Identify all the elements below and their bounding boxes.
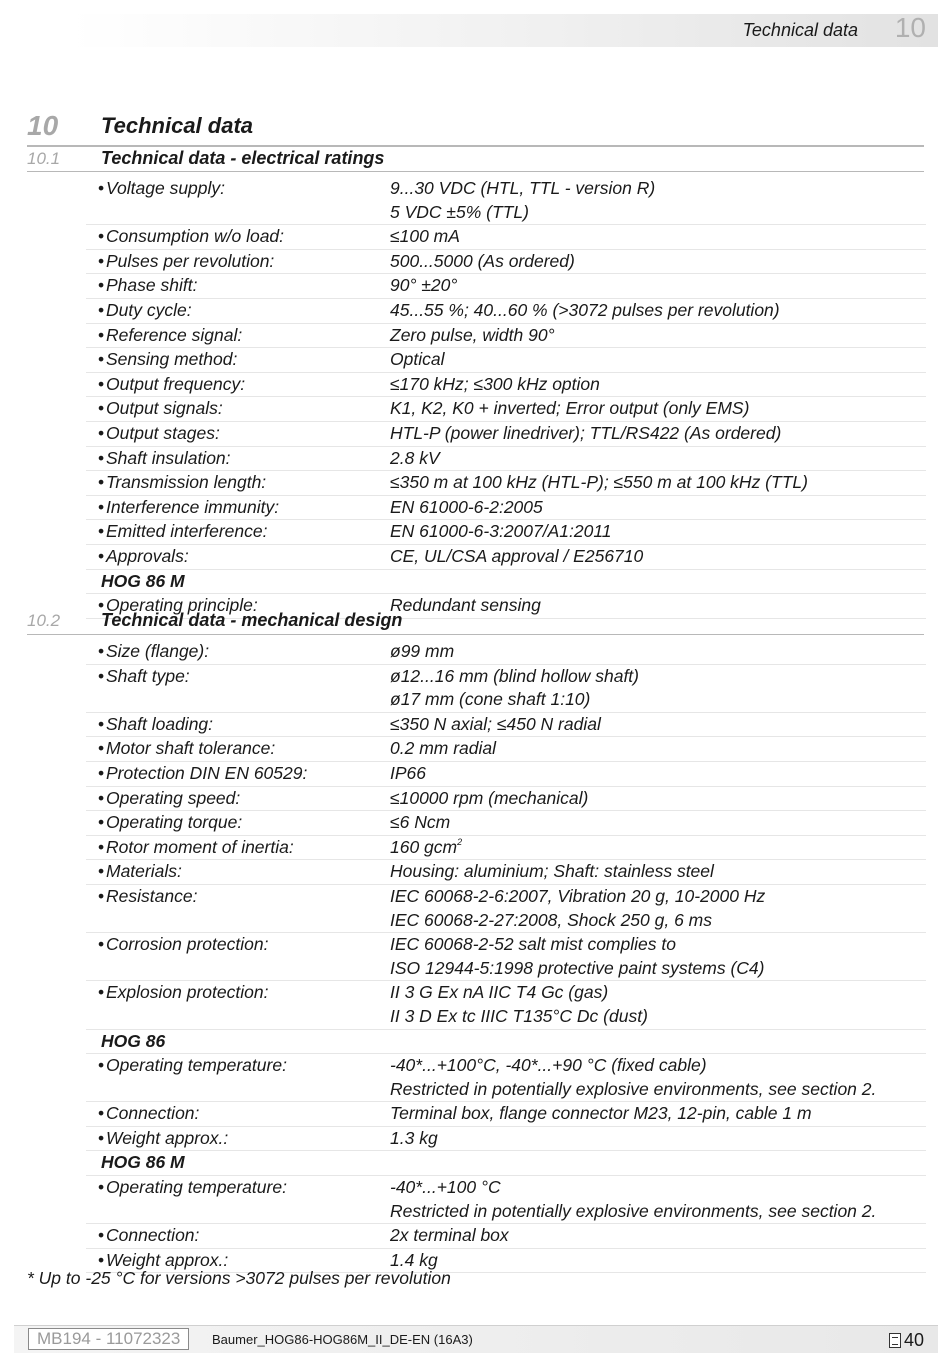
spec-value [390, 1224, 926, 1248]
spec-row [86, 1176, 926, 1224]
spec-label-text: Protection DIN EN 60529: [106, 762, 308, 783]
spec-value-text: II 3 G Ex nA IIC T4 Gc (gas) [390, 982, 609, 1003]
spec-value [390, 909, 926, 933]
spec-label [86, 1054, 386, 1078]
spec-value [390, 520, 926, 544]
spec-value [390, 762, 926, 786]
spec-label [86, 1224, 386, 1248]
spec-label-text: Shaft type: [106, 665, 190, 686]
spec-value-text: ≤350 N axial; ≤450 N radial [390, 713, 601, 734]
spec-value [390, 177, 926, 201]
spec-value-text: Housing: aluminium; Shaft: stainless steel [390, 861, 714, 882]
spec-value [390, 1054, 926, 1078]
spec-row [86, 545, 926, 570]
spec-label-text: Approvals: [106, 545, 189, 566]
spec-values [390, 933, 926, 980]
section-divider [27, 171, 924, 172]
spec-value [390, 1200, 926, 1224]
bullet-icon: • [98, 738, 105, 759]
spec-values [390, 640, 926, 664]
spec-label-text: Duty cycle: [106, 299, 192, 320]
spec-value [390, 274, 926, 298]
spec-label-text: Voltage supply: [106, 178, 226, 198]
spec-value [390, 397, 926, 421]
spec-label [86, 496, 386, 520]
spec-values [390, 787, 926, 811]
spec-row [86, 836, 926, 861]
spec-values [390, 225, 926, 249]
spec-label [86, 836, 386, 860]
spec-value [390, 787, 926, 811]
spec-row [86, 373, 926, 398]
spec-row [86, 933, 926, 981]
bullet-icon: • [98, 496, 105, 517]
spec-label-text: Connection: [106, 1103, 200, 1124]
spec-row [86, 860, 926, 885]
bullet-icon: • [98, 447, 105, 468]
spec-values [390, 250, 926, 274]
spec-row [86, 1127, 926, 1152]
spec-label-text: Phase shift: [106, 275, 198, 296]
spec-row [86, 422, 926, 447]
spec-values [390, 1224, 926, 1248]
spec-value [390, 811, 926, 835]
spec-value-text: Optical [390, 349, 445, 370]
spec-values [390, 373, 926, 397]
spec-label [86, 545, 386, 569]
bullet-icon: • [98, 762, 105, 783]
spec-label-text: Sensing method: [106, 349, 238, 370]
spec-label [86, 1176, 386, 1200]
spec-row [86, 471, 926, 496]
superscript: 2 [457, 836, 463, 847]
spec-value-text: 1.3 kg [390, 1127, 438, 1148]
bullet-icon: • [98, 472, 105, 493]
spec-value-text: ≤100 mA [390, 226, 460, 247]
section-divider [27, 634, 924, 635]
spec-values [390, 1249, 926, 1273]
spec-value [390, 299, 926, 323]
spec-value-text: IEC 60068-2-52 salt mist complies to [390, 934, 676, 955]
spec-value-text: Redundant sensing [390, 595, 541, 616]
bullet-icon: • [98, 1177, 105, 1198]
spec-label-text: Shaft loading: [106, 713, 214, 734]
spec-label-text: Shaft insulation: [106, 447, 231, 468]
page-number: 40 [903, 1330, 924, 1350]
spec-table-mechanical [86, 640, 926, 1273]
spec-values [390, 471, 926, 495]
spec-value-text: ≤6 Ncm [390, 812, 451, 833]
spec-label-text: Materials: [106, 861, 182, 882]
spec-value [390, 640, 926, 664]
spec-label [86, 225, 386, 249]
spec-row [86, 397, 926, 422]
spec-values [390, 447, 926, 471]
spec-values [390, 496, 926, 520]
spec-values [390, 299, 926, 323]
spec-values [390, 713, 926, 737]
group-heading-label: HOG 86 M [101, 570, 185, 591]
spec-value-text: Restricted in potentially explosive environments, see section 2. [390, 1200, 877, 1221]
spec-value-text: 2x terminal box [390, 1225, 509, 1246]
spec-label [86, 422, 386, 446]
bullet-icon: • [98, 812, 105, 833]
spec-label [86, 811, 386, 835]
spec-value [390, 1005, 926, 1029]
spec-value [390, 201, 926, 225]
spec-row [86, 1102, 926, 1127]
spec-row [86, 274, 926, 299]
spec-value-text: ø99 mm [390, 641, 455, 661]
spec-label [86, 250, 386, 274]
spec-row [86, 1054, 926, 1102]
spec-value [390, 665, 926, 689]
spec-row [86, 496, 926, 521]
bullet-icon: • [98, 885, 105, 906]
group-heading-label: HOG 86 M [101, 1152, 185, 1173]
spec-value-text: IEC 60068-2-6:2007, Vibration 20 g, 10-2000 Hz [390, 885, 766, 906]
spec-values [390, 860, 926, 884]
spec-row [86, 447, 926, 472]
spec-row [86, 299, 926, 324]
group-heading-label: HOG 86 [101, 1030, 166, 1051]
bullet-icon: • [98, 324, 105, 345]
spec-value [390, 1102, 926, 1126]
spec-value-text: 500...5000 (As ordered) [390, 250, 575, 271]
spec-label [86, 737, 386, 761]
spec-value [390, 1249, 926, 1273]
spec-value [390, 688, 926, 712]
spec-label-text: Operating principle: [106, 595, 258, 616]
spec-value [390, 348, 926, 372]
spec-value [390, 324, 926, 348]
bullet-icon: • [98, 595, 105, 616]
group-heading [86, 570, 926, 595]
spec-value [390, 422, 926, 446]
spec-value-text: 9...30 VDC (HTL, TTL - version R) [390, 178, 656, 198]
bullet-icon: • [98, 1055, 105, 1076]
section-title: Technical data - mechanical design [101, 610, 403, 630]
bullet-icon: • [98, 1225, 105, 1246]
spec-value-text: K1, K2, K0 + inverted; Error output (only EMS) [390, 398, 750, 419]
spec-values [390, 836, 926, 860]
spec-value [390, 545, 926, 569]
spec-label-text: Output signals: [106, 398, 223, 419]
chapter-divider [27, 145, 924, 147]
spec-label [86, 471, 386, 495]
spec-value-text: CE, UL/CSA approval / E256710 [390, 545, 644, 566]
spec-values [390, 1054, 926, 1101]
spec-label-text: Operating speed: [106, 787, 241, 808]
footnote: * Up to -25 °C for versions >3072 pulses per revolution [27, 1268, 451, 1288]
spec-label [86, 373, 386, 397]
spec-values [390, 811, 926, 835]
spec-value-text: ≤10000 rpm (mechanical) [390, 787, 589, 808]
spec-row [86, 520, 926, 545]
spec-value-text: -40*...+100°C, -40*...+90 °C (fixed cable) [390, 1055, 707, 1076]
spec-label-text: Weight approx.: [106, 1249, 229, 1270]
spec-label-text: Output stages: [106, 422, 220, 443]
bullet-icon: • [98, 982, 105, 1003]
bullet-icon: • [98, 250, 105, 271]
bullet-icon: • [98, 713, 105, 734]
chapter-number: 10 [27, 110, 59, 141]
spec-label [86, 177, 386, 201]
spec-values [390, 594, 926, 618]
spec-label-text: Emitted interference: [106, 521, 268, 542]
spec-value-text: Restricted in potentially explosive environments, see section 2. [390, 1078, 877, 1099]
spec-value-text: ≤170 kHz; ≤300 kHz option [390, 373, 600, 394]
spec-label-text: Connection: [106, 1225, 200, 1246]
section-number: 10.2 [27, 611, 61, 630]
spec-values [390, 348, 926, 372]
spec-label [86, 299, 386, 323]
spec-label-text: Transmission length: [106, 472, 267, 493]
spec-label-text: Corrosion protection: [106, 934, 269, 955]
group-heading [86, 1151, 926, 1176]
bullet-icon: • [98, 545, 105, 566]
bullet-icon: • [98, 861, 105, 882]
spec-values [390, 885, 926, 932]
bullet-icon: • [98, 275, 105, 296]
spec-value [390, 496, 926, 520]
spec-table-electrical [86, 177, 926, 619]
bullet-icon: • [98, 226, 105, 247]
spec-row [86, 811, 926, 836]
bullet-icon: • [98, 836, 105, 857]
bullet-icon: • [98, 934, 105, 955]
spec-value-text: IEC 60068-2-27:2008, Shock 250 g, 6 ms [390, 909, 713, 930]
spec-label [86, 981, 386, 1005]
spec-value [390, 933, 926, 957]
spec-value-text: 160 gcm [390, 836, 458, 857]
spec-value [390, 1127, 926, 1151]
spec-label [86, 397, 386, 421]
spec-value [390, 225, 926, 249]
bullet-icon: • [98, 641, 105, 661]
spec-values [390, 520, 926, 544]
spec-value [390, 447, 926, 471]
spec-row [86, 324, 926, 349]
spec-value-text: EN 61000-6-3:2007/A1:2011 [390, 521, 612, 542]
spec-values [390, 324, 926, 348]
spec-label-text: Interference immunity: [106, 496, 280, 517]
spec-value-text: 0.2 mm radial [390, 738, 497, 759]
spec-value-text: EN 61000-6-2:2005 [390, 496, 543, 517]
spec-row [86, 885, 926, 933]
spec-value-text: 5 VDC ±5% (TTL) [390, 201, 529, 222]
spec-label [86, 640, 386, 664]
spec-label [86, 787, 386, 811]
spec-value-text: ø17 mm (cone shaft 1:10) [390, 689, 591, 710]
spec-label [86, 348, 386, 372]
spec-value [390, 471, 926, 495]
bullet-icon: • [98, 349, 105, 370]
spec-row [86, 713, 926, 738]
spec-values [390, 981, 926, 1028]
section-title: Technical data - electrical ratings [101, 148, 385, 168]
spec-row [86, 177, 926, 225]
page-icon [889, 1333, 901, 1348]
spec-value [390, 836, 926, 860]
spec-value [390, 1176, 926, 1200]
spec-values [390, 177, 926, 224]
page-number-box [889, 1330, 924, 1351]
spec-values [390, 1176, 926, 1223]
spec-label-text: Resistance: [106, 885, 198, 906]
spec-value-text: 45...55 %; 40...60 % (>3072 pulses per revolution) [390, 299, 780, 320]
spec-row [86, 762, 926, 787]
group-heading [86, 1030, 926, 1055]
header-title: Technical data [742, 20, 858, 40]
bullet-icon: • [98, 1127, 105, 1148]
spec-values [390, 762, 926, 786]
spec-values [390, 737, 926, 761]
spec-value [390, 713, 926, 737]
spec-value-text: 2.8 kV [390, 447, 440, 468]
spec-label-text: Explosion protection: [106, 982, 269, 1003]
spec-label-text: Operating temperature: [106, 1177, 287, 1198]
spec-value-text: Zero pulse, width 90° [390, 324, 555, 345]
bullet-icon: • [98, 398, 105, 419]
spec-label-text: Reference signal: [106, 324, 243, 345]
spec-label [86, 762, 386, 786]
chapter-title: Technical data [101, 113, 254, 138]
spec-label [86, 933, 386, 957]
spec-values [390, 1102, 926, 1126]
spec-row [86, 225, 926, 250]
file-name: Baumer_HOG86-HOG86M_II_DE-EN (16A3) [212, 1332, 473, 1347]
bullet-icon: • [98, 521, 105, 542]
spec-label [86, 324, 386, 348]
document-number: MB194 - 11072323 [28, 1328, 189, 1350]
spec-values [390, 1127, 926, 1151]
spec-label-text: Weight approx.: [106, 1127, 229, 1148]
spec-row [86, 737, 926, 762]
spec-row [86, 250, 926, 275]
spec-label [86, 885, 386, 909]
spec-row [86, 787, 926, 812]
spec-label-text: Consumption w/o load: [106, 226, 285, 247]
spec-label-text: Operating torque: [106, 812, 243, 833]
spec-value-text: II 3 D Ex tc IIIC T135°C Dc (dust) [390, 1005, 648, 1026]
spec-label-text: Output frequency: [106, 373, 246, 394]
bullet-icon: • [98, 1103, 105, 1124]
bullet-icon: • [98, 299, 105, 320]
spec-label-text: Motor shaft tolerance: [106, 738, 276, 759]
spec-value [390, 594, 926, 618]
spec-value [390, 1078, 926, 1102]
spec-row [86, 640, 926, 665]
spec-value-text: IP66 [390, 762, 426, 783]
spec-values [390, 422, 926, 446]
spec-label [86, 274, 386, 298]
spec-row [86, 665, 926, 713]
spec-label-text: Pulses per revolution: [106, 250, 275, 271]
spec-label [86, 665, 386, 689]
spec-label [86, 447, 386, 471]
spec-value [390, 957, 926, 981]
spec-row [86, 981, 926, 1029]
spec-value-text: ≤350 m at 100 kHz (HTL-P); ≤550 m at 100 kHz (TTL) [390, 472, 808, 493]
spec-value [390, 373, 926, 397]
spec-value [390, 981, 926, 1005]
spec-value-text: ISO 12944-5:1998 protective paint systems (C4) [390, 957, 765, 978]
spec-label [86, 1102, 386, 1126]
spec-label-text: Size (flange): [106, 641, 210, 661]
spec-row [86, 348, 926, 373]
spec-value [390, 885, 926, 909]
spec-value-text: Terminal box, flange connector M23, 12-pin, cable 1 m [390, 1103, 812, 1124]
spec-label-text: Rotor moment of inertia: [106, 836, 294, 857]
spec-values [390, 545, 926, 569]
spec-value-text: HTL-P (power linedriver); TTL/RS422 (As ordered) [390, 422, 782, 443]
spec-label [86, 860, 386, 884]
spec-value-text: 1.4 kg [390, 1249, 438, 1270]
bullet-icon: • [98, 787, 105, 808]
spec-value-text: 90° ±20° [390, 275, 458, 296]
spec-value [390, 250, 926, 274]
spec-values [390, 665, 926, 712]
header-chapter-number: 10 [894, 12, 926, 43]
bullet-icon: • [98, 1249, 105, 1270]
bullet-icon: • [98, 665, 105, 686]
spec-value [390, 737, 926, 761]
bullet-icon: • [98, 373, 105, 394]
spec-label [86, 1127, 386, 1151]
spec-values [390, 274, 926, 298]
spec-value [390, 860, 926, 884]
spec-value-text: ø12...16 mm (blind hollow shaft) [390, 665, 639, 686]
section-number: 10.1 [27, 149, 61, 168]
spec-label-text: Operating temperature: [106, 1055, 287, 1076]
spec-label [86, 520, 386, 544]
spec-values [390, 397, 926, 421]
bullet-icon: • [98, 178, 105, 198]
bullet-icon: • [98, 422, 105, 443]
spec-label [86, 713, 386, 737]
spec-row [86, 1224, 926, 1249]
spec-value-text: -40*...+100 °C [390, 1177, 501, 1198]
